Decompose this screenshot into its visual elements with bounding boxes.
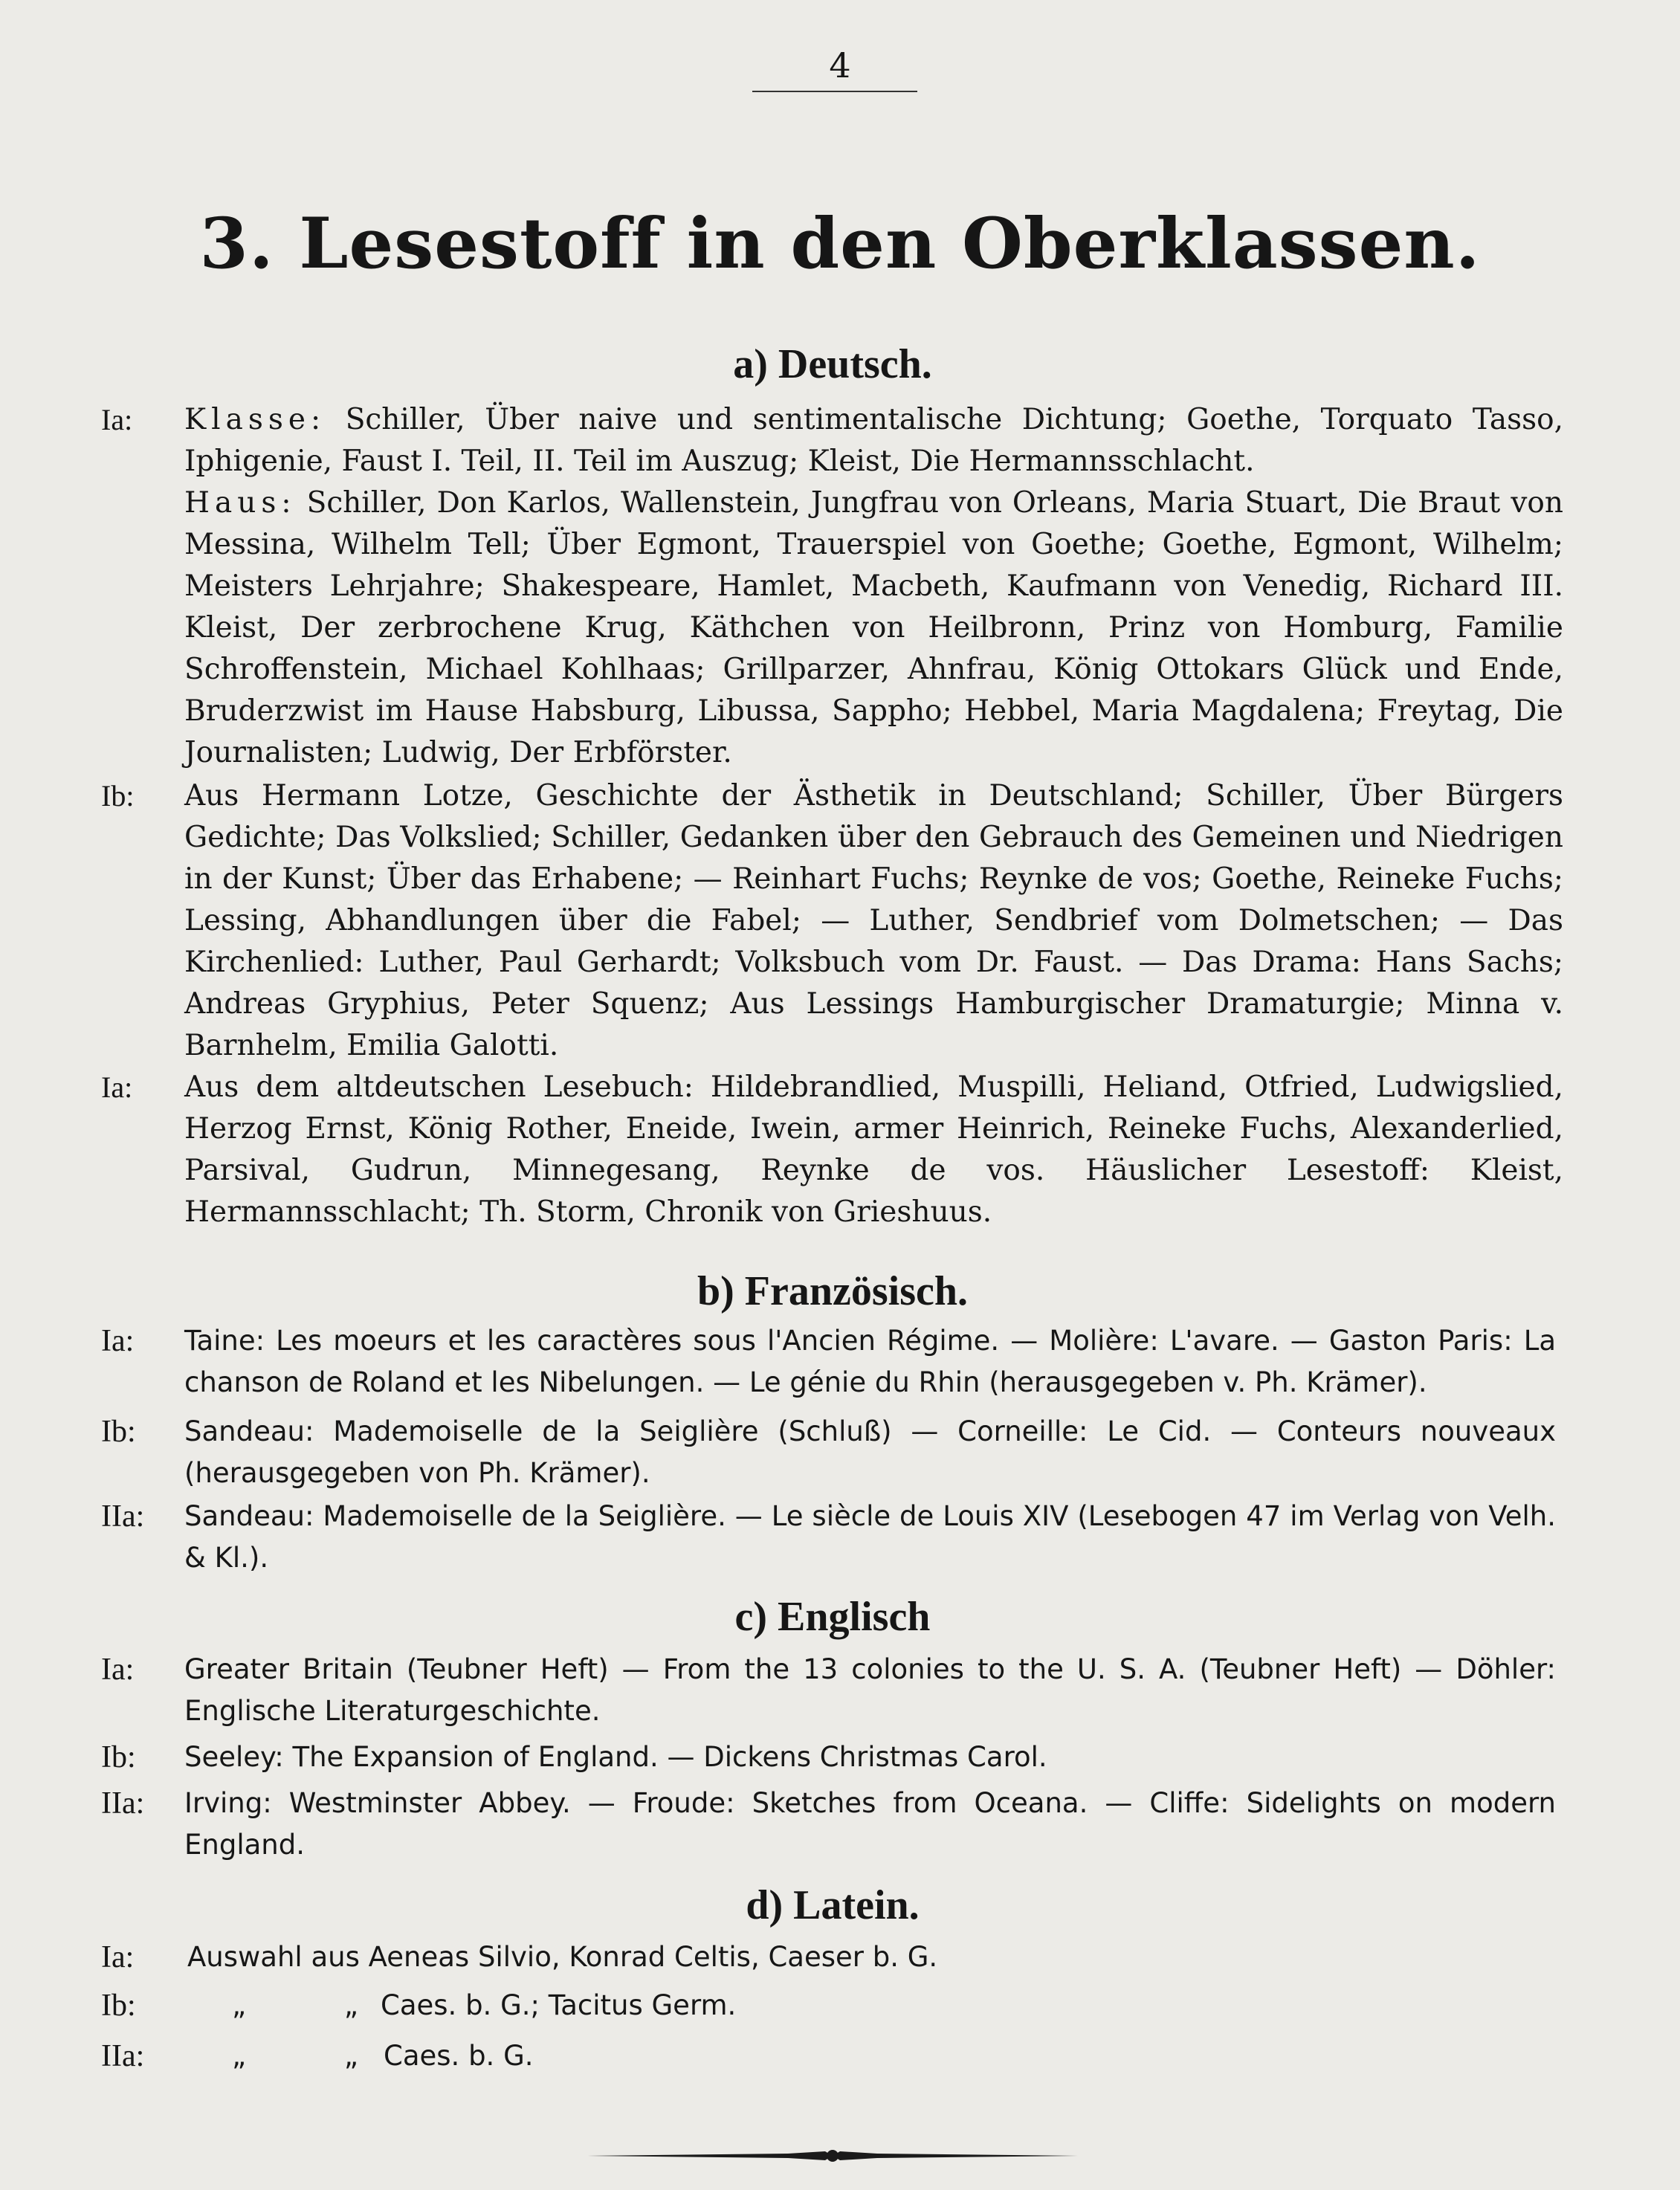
entry-lead: Haus: bbox=[184, 486, 297, 520]
class-label: IIa: bbox=[101, 1499, 145, 1534]
section-heading-englisch: c) Englisch bbox=[734, 1594, 931, 1640]
entry-lead: Klasse: bbox=[184, 403, 326, 436]
entry-text: Auswahl aus Aeneas Silvio, Konrad Celtis, Caeser b. G. bbox=[187, 1941, 938, 1973]
class-label: Ib: bbox=[101, 1740, 136, 1774]
section-heading-deutsch: a) Deutsch. bbox=[733, 341, 932, 387]
entry-text: Sandeau: Mademoiselle de la Seiglière. — Le siècle de Louis XIV (Lesebogen 47 im Verlag von Velh. & Kl.). bbox=[184, 1500, 1556, 1574]
ditto-marks: „ „ bbox=[232, 2040, 404, 2072]
class-label: IIa: bbox=[101, 2039, 145, 2073]
class-label: Ib: bbox=[101, 1989, 136, 2023]
section-heading-franzoesisch: b) Französisch. bbox=[697, 1268, 968, 1314]
entry-text: Greater Britain (Teubner Heft) — From the 13 colonies to the U. S. A. (Teubner Heft) — Döhler: Englische Literaturgeschichte. bbox=[184, 1653, 1556, 1727]
class-label: Ia: bbox=[101, 1070, 133, 1104]
class-label: Ia: bbox=[101, 1324, 135, 1358]
class-label: Ia: bbox=[101, 403, 133, 436]
entry-text: Taine: Les moeurs et les caractères sous l'Ancien Régime. — Molière: L'avare. — Gaston Paris: La chanson de Roland et les Nibelungen. — Le génie du Rhin (herausgegeben v. Ph. Krämer). bbox=[184, 1325, 1556, 1398]
entry-text: Caes. b. G. bbox=[384, 2040, 534, 2072]
page-number-rule bbox=[752, 91, 917, 92]
entry-text bbox=[184, 1067, 1563, 1233]
entry-body: Schiller, Don Karlos, Wallenstein, Jungfrau von Orleans, Maria Stuart, Die Braut von Messina, Wilhelm Tell; Über Egmont, Trauerspiel von Goethe; Goethe, Egmont, Wilhelm; Meisters Lehrjahre; Shakespeare, Hamlet, Macbeth, Kaufmann von Venedig, Richard III. Kleist, Der zerbrochene Krug, Käthchen von Heilbronn, Prinz von Homburg, Familie Schroffenstein, Michael Kohlhaas; Grillparzer, Ahnfrau, König Ottokars Glück und Ende, Bruderzwist im Hause Habsburg, Libussa, Sappho; Hebbel, Maria Magdalena; Freytag, Die Journalisten; Ludwig, Der Erbförster. bbox=[184, 486, 1563, 769]
entry-text: Irving: Westminster Abbey. — Froude: Sketches from Oceana. — Cliffe: Sidelights on modern England. bbox=[184, 1787, 1556, 1861]
latein-entry-ia bbox=[0, 1937, 1680, 1978]
class-label: Ib: bbox=[101, 1415, 136, 1449]
class-label: Ib: bbox=[101, 779, 135, 813]
ditto-marks: „ „ bbox=[232, 1989, 404, 2021]
entry-body: Aus dem altdeutschen Lesebuch: Hildebrandlied, Muspilli, Heliand, Otfried, Ludwigslied, Herzog Ernst, König Rother, Eneide, Iwein, armer Heinrich, Reineke Fuchs, Alexanderlied, Parsival, Gudrun, Minnegesang, Reynke de vos. Häuslicher Lesestoff: Kleist, Hermannsschlacht; Th. Storm, Chronik von Grieshuus. bbox=[184, 1070, 1563, 1229]
entry-text: Seeley: The Expansion of England. — Dickens Christmas Carol. bbox=[184, 1741, 1047, 1773]
section-heading-latein: d) Latein. bbox=[746, 1882, 920, 1928]
closing-ornament bbox=[587, 2148, 1078, 2163]
entry-text: Sandeau: Mademoiselle de la Seiglière (Schluß) — Corneille: Le Cid. — Conteurs nouveaux (herausgegeben von Ph. Krämer). bbox=[184, 1415, 1556, 1489]
page-title: 3. Lesestoff in den Oberklassen. bbox=[199, 203, 1481, 285]
entry-text bbox=[184, 399, 1563, 774]
class-label: IIa: bbox=[101, 1786, 145, 1821]
class-label: Ia: bbox=[101, 1940, 135, 1974]
class-label: Ia: bbox=[101, 1653, 135, 1687]
entry-body: Aus Hermann Lotze, Geschichte der Ästhetik in Deutschland; Schiller, Über Bürgers Gedichte; Das Volkslied; Schiller, Gedanken über den Gebrauch des Gemeinen und Niedrigen in der Kunst; Über das Erhabene; — Reinhart Fuchs; Reynke de vos; Goethe, Reineke Fuchs; Lessing, Abhandlungen über die Fabel; — Luther, Sendbrief vom Dolmetschen; — Das Kirchenlied: Luther, Paul Gerhardt; Volksbuch vom Dr. Faust. — Das Drama: Hans Sachs; Andreas Gryphius, Peter Squenz; Aus Lessings Hamburgischer Dramaturgie; Minna v. Barnhelm, Emilia Galotti. bbox=[184, 779, 1563, 1062]
page-number: 4 bbox=[829, 45, 851, 85]
entry-body: Schiller, Über naive und sentimentalische Dichtung; Goethe, Torquato Tasso, Iphigenie, Faust I. Teil, II. Teil im Auszug; Kleist, Die Hermannsschlacht. bbox=[184, 403, 1563, 478]
latein-entry-ib bbox=[0, 1985, 1680, 2026]
entry-text bbox=[184, 775, 1563, 1067]
latein-entry-iia bbox=[0, 2035, 1680, 2077]
entry-text: Caes. b. G.; Tacitus Germ. bbox=[381, 1989, 737, 2021]
